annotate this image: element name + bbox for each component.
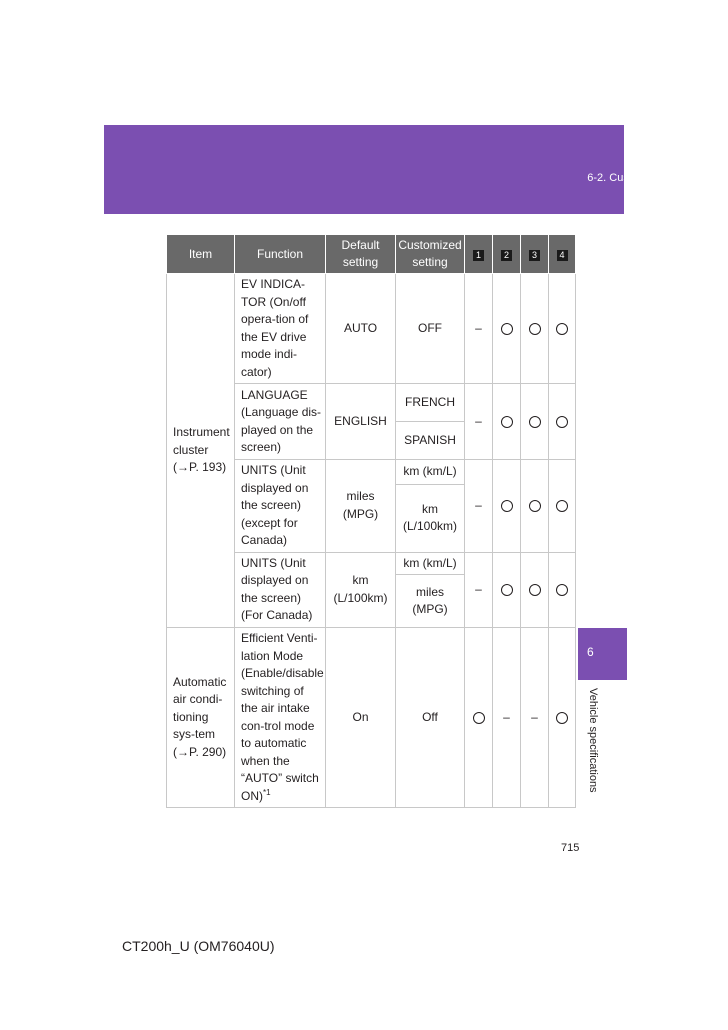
circle-icon [529, 500, 541, 512]
chapter-label [583, 688, 603, 798]
circle-icon [556, 712, 568, 724]
header-col-4 [549, 235, 576, 274]
circle-icon [529, 584, 541, 596]
col4-efficient-ventilation [549, 628, 576, 808]
col3-efficient-ventilation: – [521, 628, 549, 808]
number-box-3: 3 [529, 250, 540, 261]
col1-units-ca: – [465, 552, 493, 628]
col1-language: – [465, 384, 493, 460]
custom-language-spanish: SPANISH [396, 422, 465, 460]
header-col-2 [493, 235, 521, 274]
header-item: Item [167, 235, 235, 274]
header-col-3 [521, 235, 549, 274]
function-ev-indicator: EV INDICA-TOR (On/off opera-tion of the EV drive mode indi-cator) [235, 274, 326, 384]
section-title: 6-2. Customization [587, 172, 679, 184]
table-row [167, 628, 576, 808]
chapter-label-text: Vehicle specifications [587, 688, 599, 793]
item-automatic-air-conditioning: Automatic air condi-tioning sys-tem (→P. 290) [167, 628, 235, 808]
header-function: Function [235, 235, 326, 274]
customization-table [166, 234, 576, 808]
circle-icon [556, 500, 568, 512]
col1-efficient-ventilation [465, 628, 493, 808]
circle-icon [529, 323, 541, 335]
col1-units-us: – [465, 460, 493, 553]
function-language: LANGUAGE (Language dis-played on the screen) [235, 384, 326, 460]
col2-efficient-ventilation: – [493, 628, 521, 808]
col3-language [521, 384, 549, 460]
header-default-setting: Default setting [326, 235, 396, 274]
circle-icon [501, 500, 513, 512]
circle-icon [556, 584, 568, 596]
col2-ev-indicator [493, 274, 521, 384]
default-units-ca: km (L/100km) [326, 552, 396, 628]
col2-units-us [493, 460, 521, 553]
number-box-2: 2 [501, 250, 512, 261]
custom-efficient-ventilation: Off [396, 628, 465, 808]
chapter-tab [578, 628, 627, 680]
function-efficient-ventilation [235, 628, 326, 808]
table-row [167, 274, 576, 384]
circle-icon [556, 323, 568, 335]
col3-units-ca [521, 552, 549, 628]
col2-units-ca [493, 552, 521, 628]
col4-language [549, 384, 576, 460]
default-units-us: miles (MPG) [326, 460, 396, 553]
circle-icon [501, 323, 513, 335]
col3-ev-indicator [521, 274, 549, 384]
document-code: CT200h_U (OM76040U) [122, 938, 275, 954]
col1-ev-indicator: – [465, 274, 493, 384]
col3-units-us [521, 460, 549, 553]
function-units-us: UNITS (Unit displayed on the screen) (except for Canada) [235, 460, 326, 553]
function-units-ca: UNITS (Unit displayed on the screen) (For Canada) [235, 552, 326, 628]
header-band [104, 125, 624, 214]
circle-icon [501, 584, 513, 596]
header-customized-setting: Customized setting [396, 235, 465, 274]
col4-units-us [549, 460, 576, 553]
number-box-1: 1 [473, 250, 484, 261]
footnote-mark: *1 [263, 787, 271, 797]
col4-units-ca [549, 552, 576, 628]
custom-units-us-a: km (km/L) [396, 460, 465, 485]
function-efficient-ventilation-text: Efficient Venti-lation Mode (Enable/disable switching of the air intake con-trol mode to automatic when the “AUTO” switch ON) [241, 631, 324, 803]
custom-units-ca-a: km (km/L) [396, 552, 465, 575]
page-number: 715 [561, 842, 580, 854]
circle-icon [501, 416, 513, 428]
table-header-row [167, 235, 576, 274]
default-ev-indicator: AUTO [326, 274, 396, 384]
custom-ev-indicator: OFF [396, 274, 465, 384]
number-box-4: 4 [557, 250, 568, 261]
custom-units-ca-b: miles (MPG) [396, 575, 465, 628]
col4-ev-indicator [549, 274, 576, 384]
circle-icon [473, 712, 485, 724]
col2-language [493, 384, 521, 460]
default-efficient-ventilation: On [326, 628, 396, 808]
circle-icon [529, 416, 541, 428]
custom-language-french: FRENCH [396, 384, 465, 422]
default-language: ENGLISH [326, 384, 396, 460]
chapter-number: 6 [587, 645, 594, 659]
item-instrument-cluster: Instrument cluster (→P. 193) [167, 274, 235, 628]
custom-units-us-b: km (L/100km) [396, 485, 465, 552]
circle-icon [556, 416, 568, 428]
header-col-1 [465, 235, 493, 274]
